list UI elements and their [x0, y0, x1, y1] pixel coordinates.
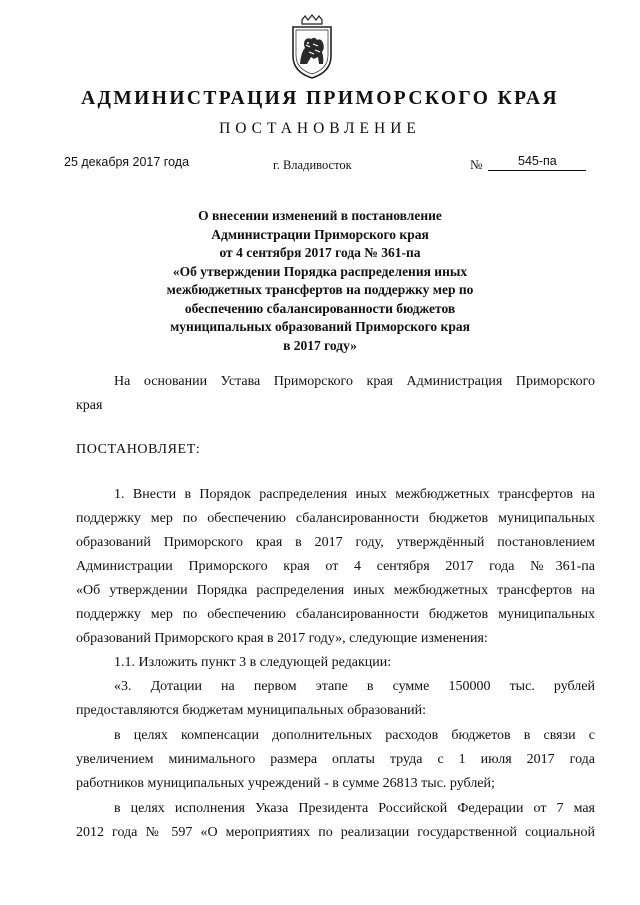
coat-of-arms-emblem: [287, 14, 337, 80]
document-date: 25 декабря 2017 года: [64, 155, 190, 169]
text-line: поддержку мер по обеспечению сбалансированности бюджетов муниципальных: [76, 511, 595, 526]
title-line: «Об утверждении Порядка распределения иных: [172, 263, 468, 279]
title-line: муниципальных образований Приморского края: [170, 319, 470, 334]
title-line: в 2017 году»: [283, 337, 357, 353]
text-line: работников муниципальных учреждений - в сумме 26813 тыс. рублей;: [76, 776, 495, 791]
text-line: увеличением минимального размера оплаты труда с 1 июля 2017 года: [76, 752, 595, 767]
resolves-heading: ПОСТАНОВЛЯЕТ:: [76, 442, 201, 457]
text-line: 1. Внести в Порядок распределения иных межбюджетных трансфертов на: [114, 487, 595, 502]
text-line: в целях исполнения Указа Президента Российской Федерации от 7 мая: [114, 801, 595, 816]
title-line: Администрации Приморского края: [211, 226, 429, 242]
document-title: [0, 207, 640, 355]
text-line: образований Приморского края в 2017 году», следующие изменения:: [76, 631, 488, 646]
number-sign: №: [470, 157, 483, 172]
text-line: «Об утверждении Порядка распределения иных межбюджетных трансфертов на: [76, 583, 595, 598]
bullet-2-paragraph: [76, 797, 595, 845]
document-type: ПОСТАНОВЛЕНИЕ: [219, 120, 421, 137]
text-line: 2012 года № 597 «О мероприятиях по реализации государственной социальной: [76, 825, 595, 840]
text-line: На основании Устава Приморского края Администрация Приморского: [114, 374, 595, 389]
document-city: г. Владивосток: [273, 158, 352, 172]
organization-name: АДМИНИСТРАЦИЯ ПРИМОРСКОГО КРАЯ: [81, 88, 559, 109]
title-line: от 4 сентября 2017 года № 361-па: [219, 245, 421, 260]
title-line: межбюджетных трансфертов на поддержку мер по: [166, 282, 474, 297]
item-1-1-paragraph: [76, 651, 595, 675]
text-line: в целях компенсации дополнительных расходов бюджетов в связи с: [114, 728, 595, 743]
item-1-paragraph: [76, 483, 595, 651]
text-line: Администрации Приморского края от 4 сентября 2017 года №361-па: [76, 559, 595, 574]
title-line: обеспечению сбалансированности бюджетов: [184, 300, 456, 316]
text-line: образований Приморского края в 2017 году, утверждённый постановлением: [76, 535, 595, 550]
title-line: О внесении изменений в постановление: [198, 208, 442, 223]
text-line: 1.1. Изложить пункт 3 в следующей редакции:: [114, 655, 392, 670]
text-line: предоставляются бюджетам муниципальных образований:: [76, 703, 427, 718]
point-3-paragraph: [76, 675, 595, 723]
bullet-1-paragraph: [76, 724, 595, 796]
document-number: 545-па: [488, 154, 586, 171]
intro-paragraph: [76, 370, 595, 418]
text-line: края: [76, 398, 103, 413]
text-line: поддержку мер по обеспечению сбалансированности бюджетов муниципальных: [76, 607, 595, 622]
text-line: «3. Дотации на первом этапе в сумме 150000 тыс. рублей: [114, 679, 595, 694]
